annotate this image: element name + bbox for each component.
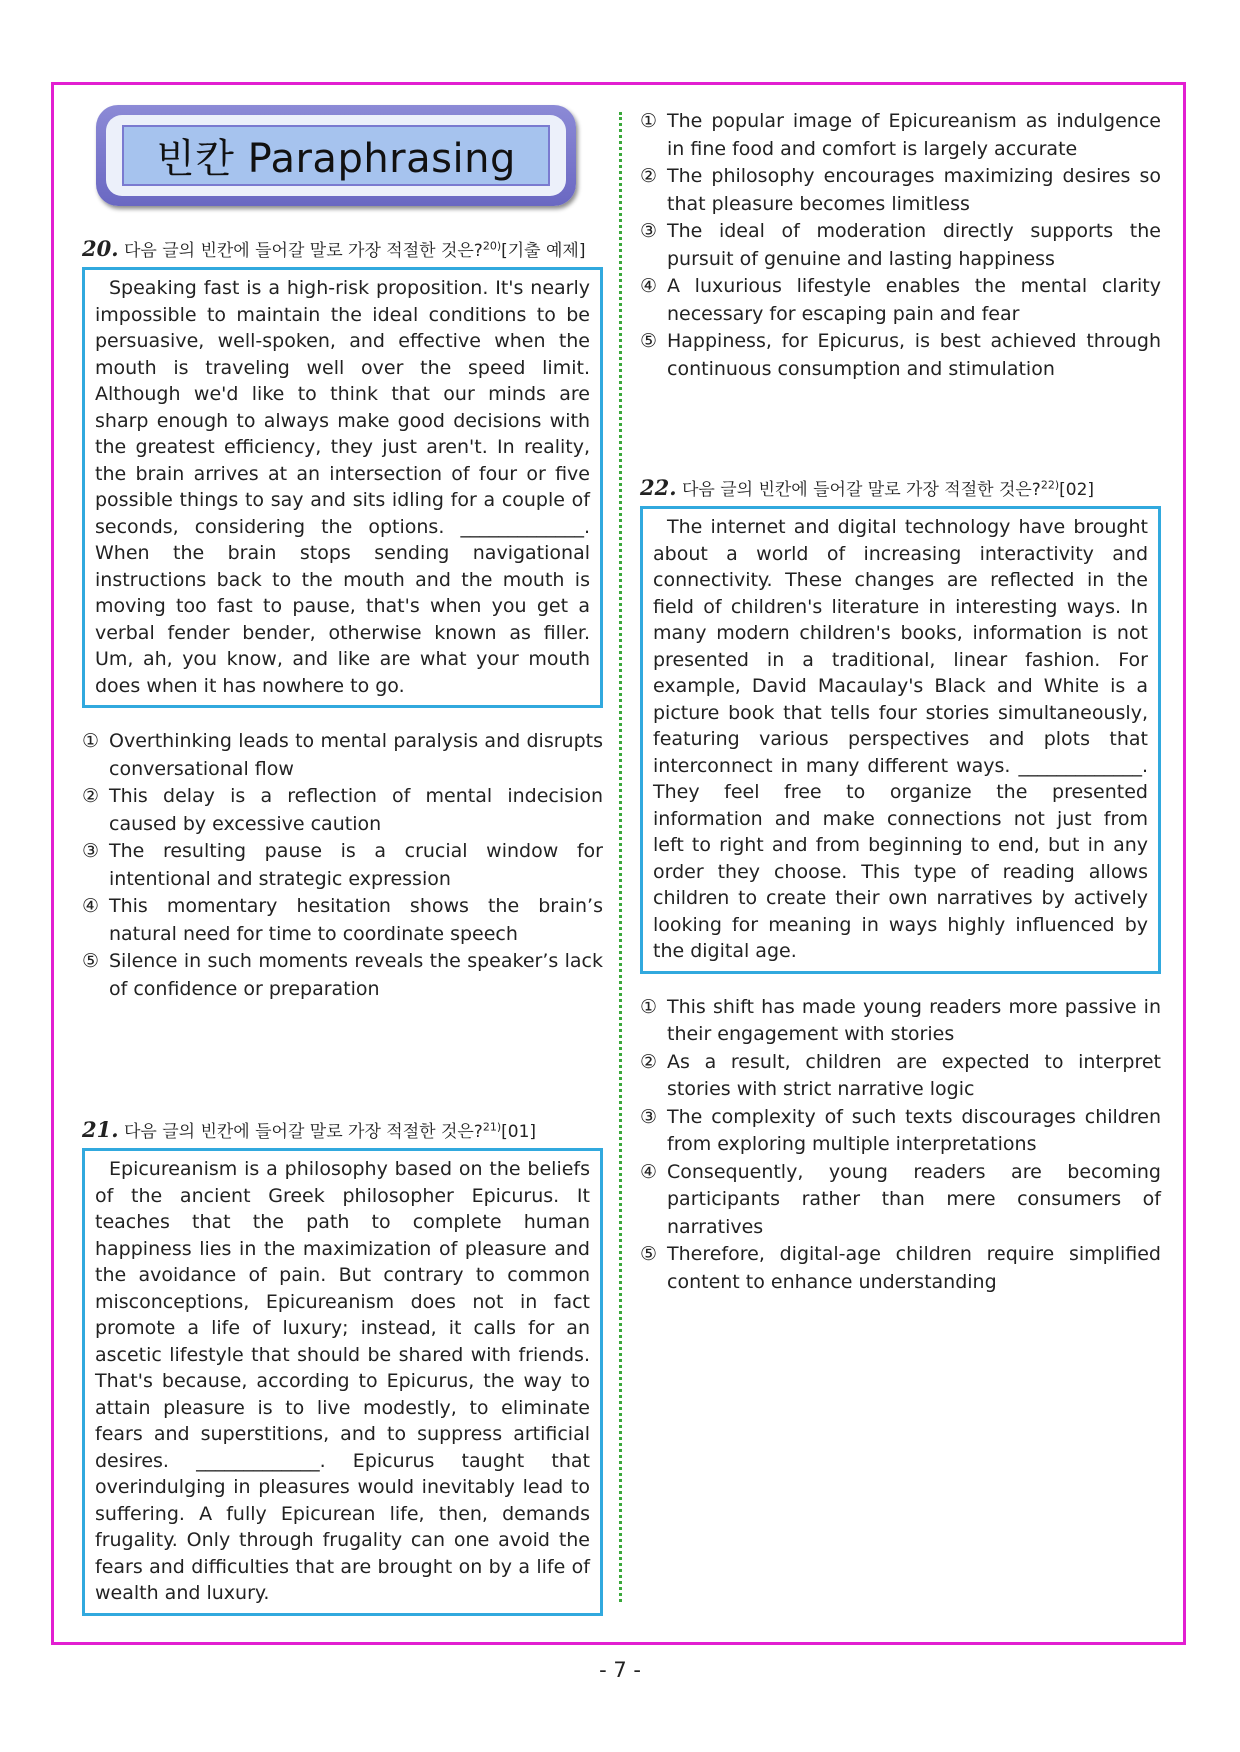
question-header [640, 475, 1161, 500]
choice-text: As a result, children are expected to interpret stories with strict narrative logic [667, 1050, 1161, 1100]
choice-text: Silence in such moments reveals the speaker’s lack of confidence or preparation [109, 950, 603, 1000]
choice-marker: ② [82, 785, 100, 807]
choice-text: The ideal of moderation directly supports the pursuit of genuine and lasting happiness [667, 220, 1161, 270]
question-number: 21. [82, 1117, 119, 1142]
choice-text: Happiness, for Epicurus, is best achieved through continuous consumption and stimulation [667, 330, 1161, 380]
choice-text: This delay is a reflection of mental indecision caused by excessive caution [109, 785, 603, 835]
choice-text: The resulting pause is a crucial window for intentional and strategic expression [109, 840, 603, 890]
choice-marker: ④ [640, 275, 658, 297]
question-tag: [기출 예제] [501, 241, 586, 261]
section-title: 빈칸 Paraphrasing [156, 136, 516, 182]
question-number: 22. [640, 475, 677, 500]
left-column [82, 105, 603, 1604]
choice-3[interactable] [640, 218, 1161, 273]
column-divider [619, 112, 622, 1602]
choice-2[interactable] [640, 1049, 1161, 1104]
question-prompt: 다음 글의 빈칸에 들어갈 말로 가장 적절한 것은? [123, 1122, 483, 1142]
passage-text: The internet and digital technology have brought about a world of increasing interactivity and connectivity. These changes are reflected in the field of children's literature in interesting ways. In many modern children's books, information is not presented in a traditional, linear fashion. For example, David Macaulay's Black and White is a picture book that tells four stories simultaneously, featuring various perspectives and plots that interconnect in many different ways. _____________. They feel free to organize the presented information and make connections not just from left to right and from beginning to end, but in any order they choose. This type of reading allows children to create their own narratives by actively looking for meaning in ways highly influenced by the digital age. [653, 516, 1148, 962]
choice-3[interactable] [82, 838, 603, 893]
choice-marker: ① [640, 110, 658, 132]
choice-5[interactable] [640, 328, 1161, 383]
passage-text: Speaking fast is a high-risk proposition. It's nearly impossible to maintain the ideal conditions to be persuasive, well-spoken, and effective when the mouth is traveling well over the speed limit. Although we'd like to think that our minds are sharp enough to always make good decisions with the greatest efficiency, they just aren't. In reality, the brain arrives at an intersection of four or five possible things to say and sits idling for a couple of seconds, considering the options. _____________. When the brain stops sending navigational instructions back to the mouth and the mouth is moving too fast to pause, that's when you get a verbal fender bender, otherwise known as filler. Um, ah, you know, and like are what your mouth does when it has nowhere to go. [95, 277, 590, 697]
answer-choices [640, 994, 1161, 1297]
choice-text: A luxurious lifestyle enables the mental clarity necessary for escaping pain and fear [667, 275, 1161, 325]
choice-1[interactable] [640, 108, 1161, 163]
choice-marker: ③ [640, 220, 658, 242]
question-prompt: 다음 글의 빈칸에 들어갈 말로 가장 적절한 것은? [681, 480, 1041, 500]
answer-choices-21 [640, 108, 1161, 383]
choice-marker: ③ [82, 840, 100, 862]
question-header [82, 236, 603, 261]
choice-4[interactable] [640, 1159, 1161, 1242]
choice-marker: ② [640, 1050, 658, 1073]
passage-box [82, 1148, 603, 1616]
answer-choices [82, 728, 603, 1003]
choice-text: This momentary hesitation shows the brain’s natural need for time to coordinate speech [109, 895, 603, 945]
choice-text: This shift has made young readers more passive in their engagement with stories [667, 995, 1161, 1045]
section-banner [96, 105, 576, 206]
choice-text: The popular image of Epicureanism as indulgence in fine food and comfort is largely accurate [667, 110, 1161, 160]
footnote-ref: 22) [1040, 478, 1060, 492]
question-tag: [01] [501, 1122, 537, 1142]
passage-box [82, 267, 603, 708]
choice-marker: ④ [640, 1160, 658, 1183]
choice-3[interactable] [640, 1104, 1161, 1159]
choice-2[interactable] [82, 783, 603, 838]
choice-marker: ⑤ [640, 1243, 658, 1265]
question-20 [82, 236, 603, 1003]
question-21 [82, 1117, 603, 1616]
right-column [640, 105, 1161, 1293]
choice-marker: ④ [82, 895, 100, 917]
page-number: - 7 - [599, 1658, 641, 1682]
choice-marker: ① [640, 995, 658, 1018]
choice-text: The complexity of such texts discourages children from exploring multiple interpretations [667, 1105, 1161, 1155]
question-number: 20. [82, 236, 119, 261]
passage-text: Epicureanism is a philosophy based on the beliefs of the ancient Greek philosopher Epicurus. It teaches that the path to complete human happiness lies in the maximization of pleasure and the avoidance of pain. But contrary to common misconceptions, Epicureanism does not in fact promote a life of luxury; instead, it calls for an ascetic lifestyle that should be shared with friends. That's because, according to Epicurus, the way to attain pleasure is to live modestly, to eliminate fears and superstitions, and to suppress artificial desires. _____________. Epicurus taught that overindulging in pleasures would inevitably lead to suffering. A fully Epicurean life, then, demands frugality. Only through frugality can one avoid the fears and difficulties that are brought on by a life of wealth and luxury. [95, 1158, 590, 1604]
choice-marker: ⑤ [640, 330, 658, 352]
question-header [82, 1117, 603, 1142]
choice-marker: ⑤ [82, 950, 100, 972]
question-prompt: 다음 글의 빈칸에 들어갈 말로 가장 적절한 것은? [123, 241, 483, 261]
choice-marker: ② [640, 165, 658, 187]
choice-text: Consequently, young readers are becoming participants rather than mere consumers of narratives [667, 1160, 1161, 1238]
choice-marker: ③ [640, 1105, 658, 1128]
choice-1[interactable] [640, 994, 1161, 1049]
choice-marker: ① [82, 730, 100, 752]
choice-2[interactable] [640, 163, 1161, 218]
choice-4[interactable] [82, 893, 603, 948]
choice-text: The philosophy encourages maximizing desires so that pleasure becomes limitless [667, 165, 1161, 215]
footnote-ref: 21) [482, 1120, 502, 1134]
footnote-ref: 20) [482, 239, 502, 253]
choice-5[interactable] [82, 948, 603, 1003]
choice-4[interactable] [640, 273, 1161, 328]
question-22 [640, 475, 1161, 1296]
choice-text: Therefore, digital-age children require simplified content to enhance understanding [667, 1243, 1161, 1293]
choice-1[interactable] [82, 728, 603, 783]
choice-5[interactable] [640, 1241, 1161, 1296]
choice-text: Overthinking leads to mental paralysis and disrupts conversational flow [109, 730, 603, 780]
passage-box [640, 506, 1161, 974]
question-tag: [02] [1059, 480, 1095, 500]
